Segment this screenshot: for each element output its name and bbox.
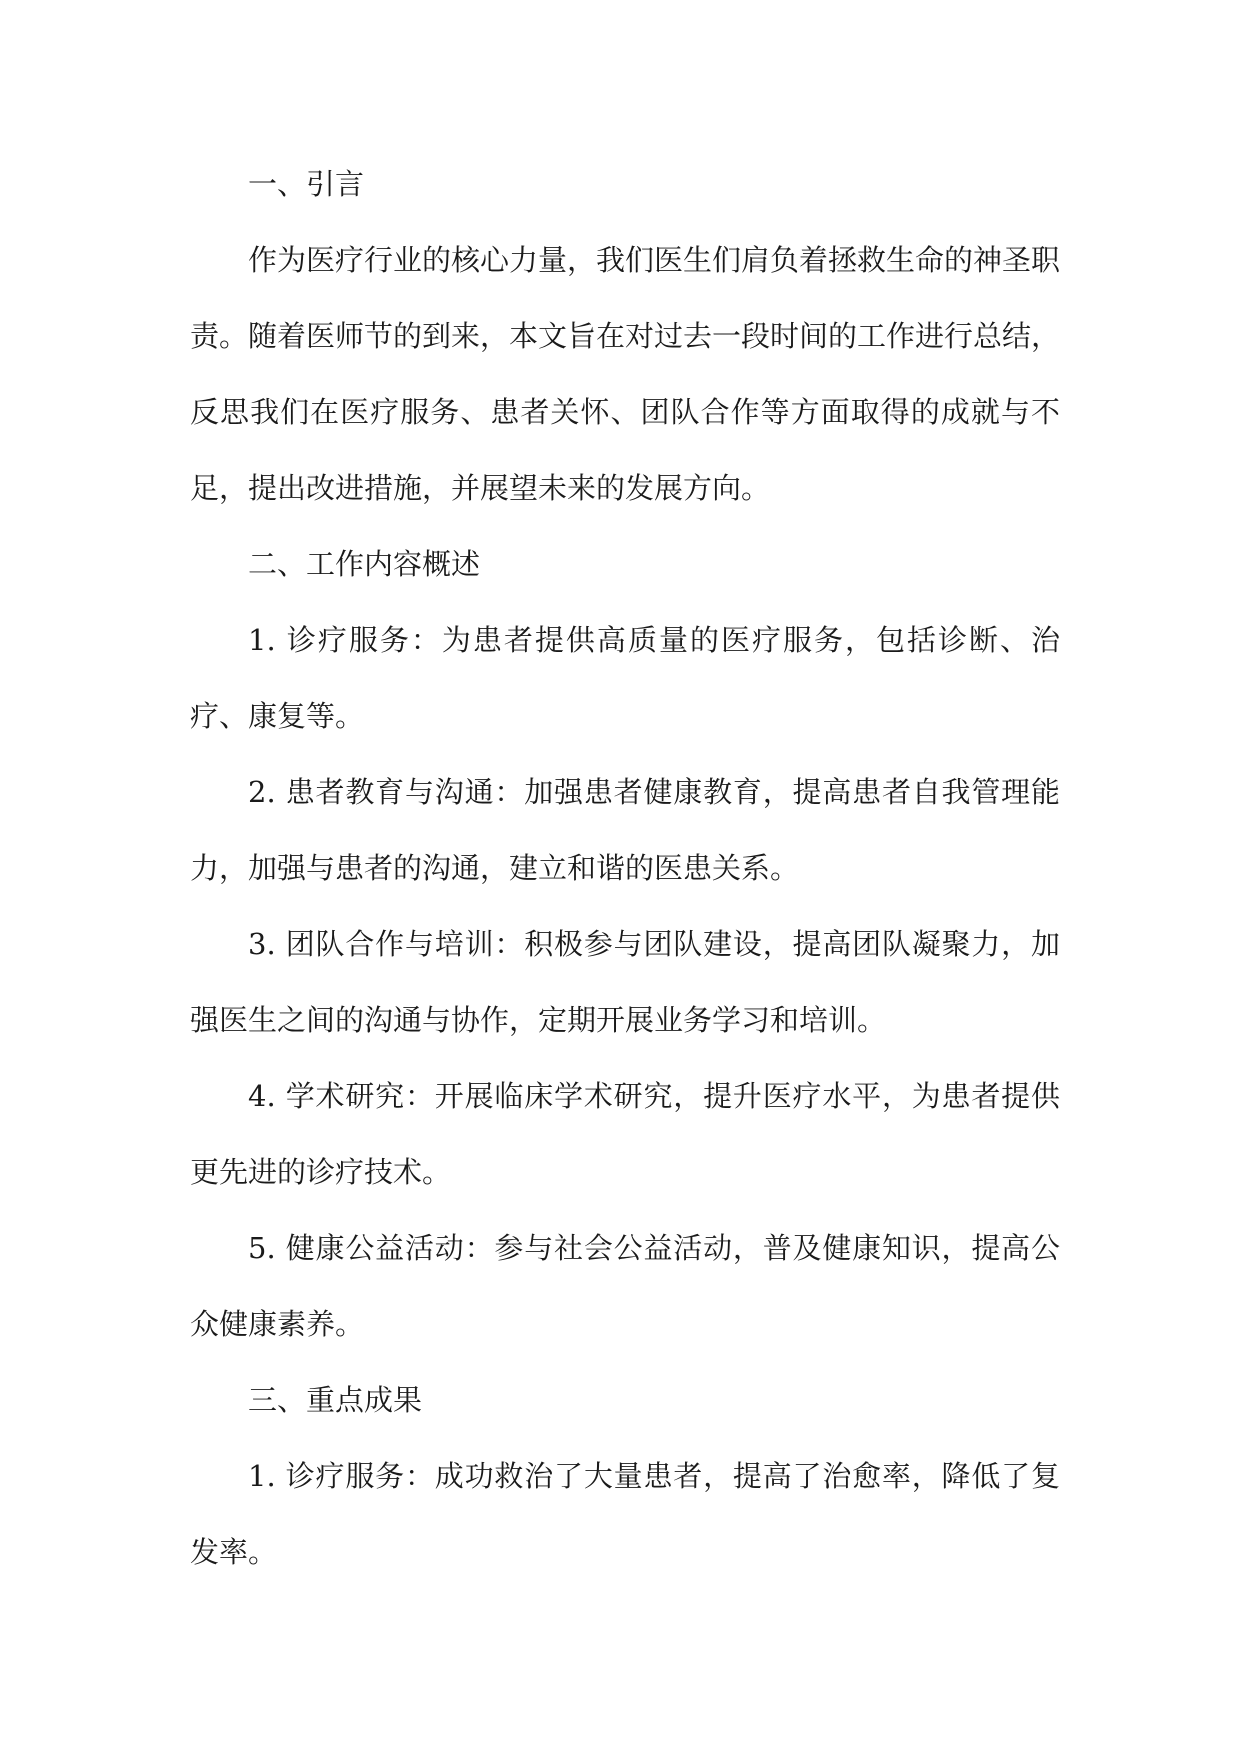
section-heading-key-results: 三、重点成果: [248, 1383, 423, 1417]
section-heading-work-overview: 二、工作内容概述: [248, 547, 481, 581]
list-item-patient-education: 2. 患者教育与沟通：加强患者健康教育，提高患者自我管理能力，加强与患者的沟通，建立和谐的医患关系。: [190, 775, 1060, 885]
list-item-academic-research: 4. 学术研究：开展临床学术研究，提升医疗水平，为患者提供更先进的诊疗技术。: [190, 1079, 1060, 1189]
document-body: [190, 146, 1060, 1590]
list-item-result-diagnosis: 1. 诊疗服务：成功救治了大量患者，提高了治愈率，降低了复发率。: [190, 1459, 1060, 1569]
list-item-diagnosis-service: 1. 诊疗服务：为患者提供高质量的医疗服务，包括诊断、治疗、康复等。: [190, 623, 1060, 733]
section-heading-intro: 一、引言: [248, 167, 365, 201]
list-item-public-welfare: 5. 健康公益活动：参与社会公益活动，普及健康知识，提高公众健康素养。: [190, 1231, 1060, 1341]
paragraph-intro: 作为医疗行业的核心力量，我们医生们肩负着拯救生命的神圣职责。随着医师节的到来，本文旨在对过去一段时间的工作进行总结，反思我们在医疗服务、患者关怀、团队合作等方面取得的成就与不足，提出改进措施，并展望未来的发展方向。: [190, 243, 1061, 505]
list-item-team-training: 3. 团队合作与培训：积极参与团队建设，提高团队凝聚力，加强医生之间的沟通与协作，定期开展业务学习和培训。: [190, 927, 1060, 1037]
